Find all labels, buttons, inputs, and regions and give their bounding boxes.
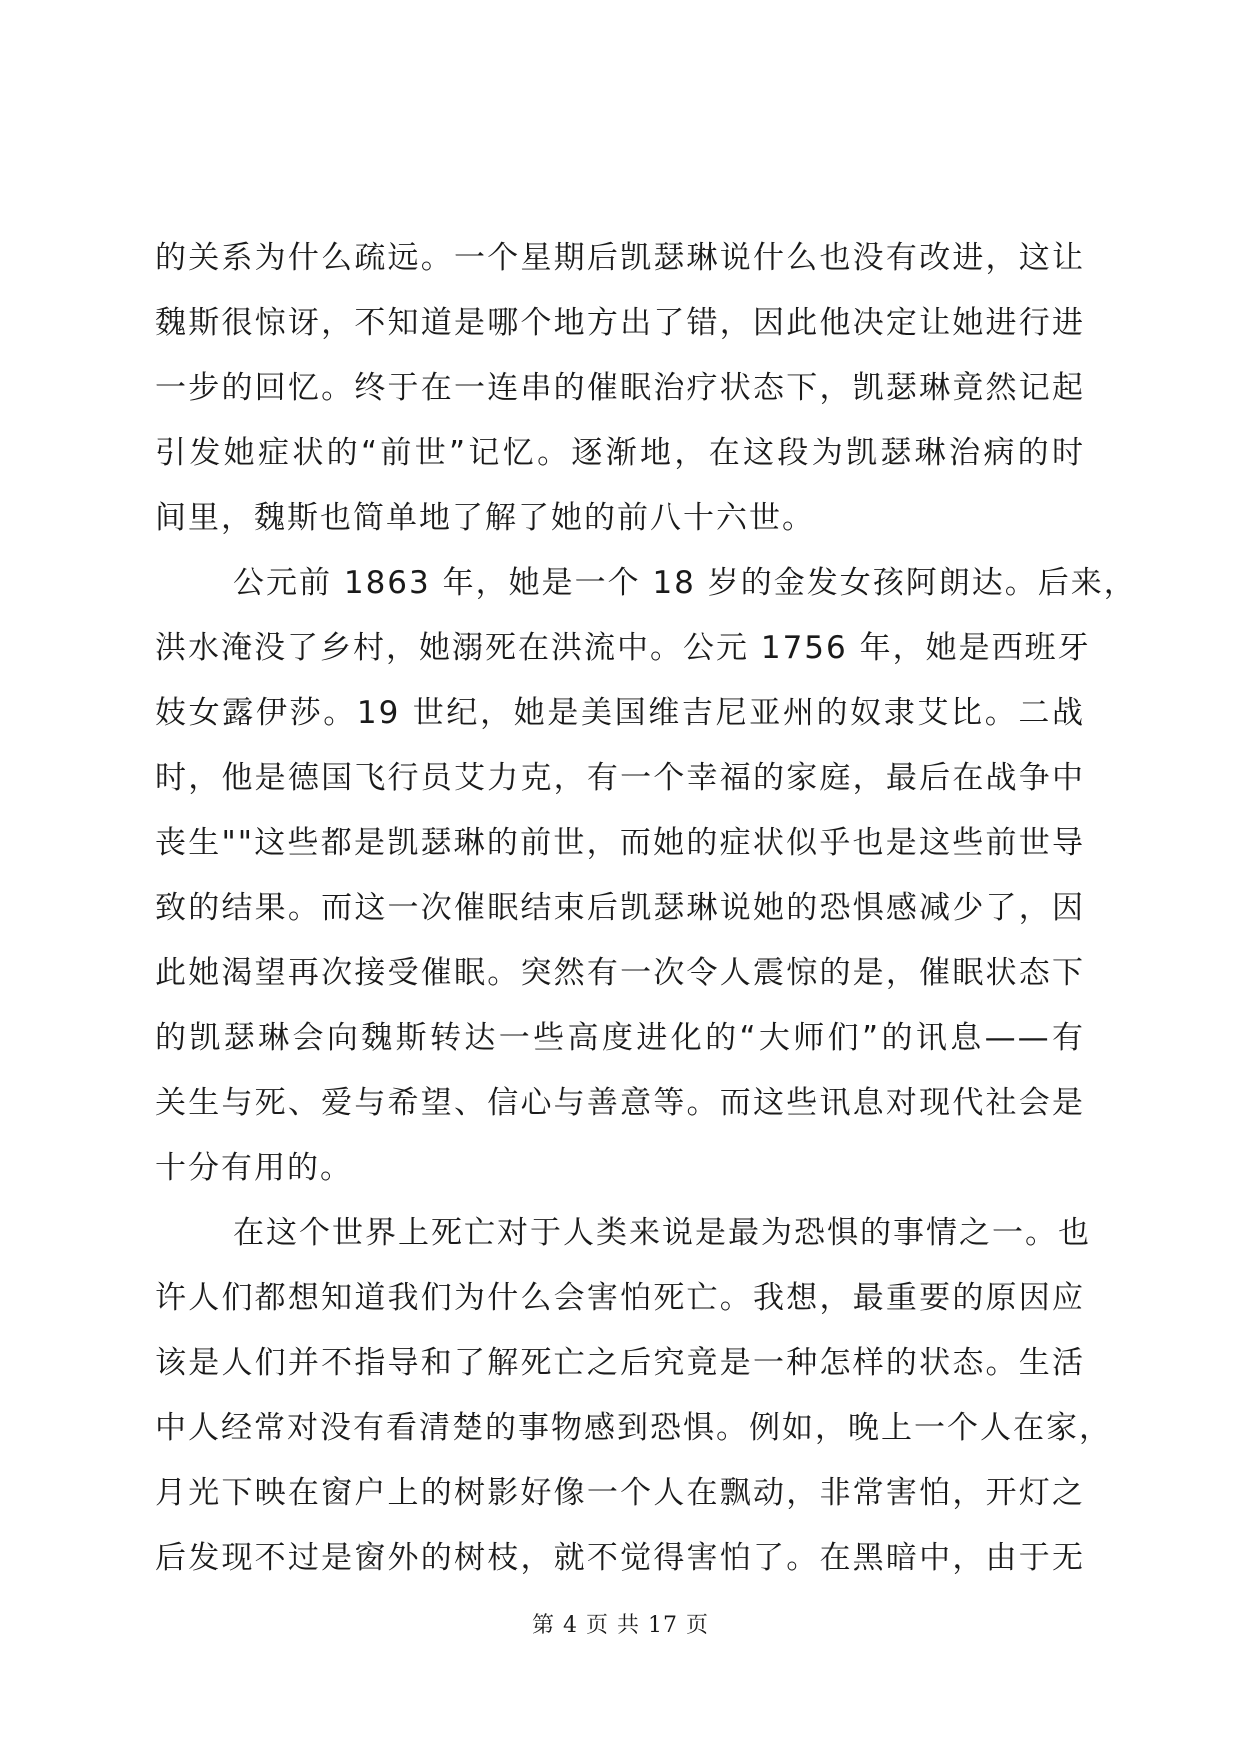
text-line: 的凯瑟琳会向魏斯转达一些高度进化的“大师们”的讯息——有 xyxy=(155,1020,1085,1056)
text-line: 魏斯很惊讶，不知道是哪个地方出了错，因此他决定让她进行进 xyxy=(155,305,1085,341)
text-line: 许人们都想知道我们为什么会害怕死亡。我想，最重要的原因应 xyxy=(155,1280,1085,1316)
text-line: 在这个世界上死亡对于人类来说是最为恐惧的事情之一。也 xyxy=(233,1215,1091,1251)
text-line: 十分有用的。 xyxy=(155,1150,353,1186)
paragraph-3 xyxy=(155,1201,1112,1591)
text-line: 中人经常对没有看清楚的事物感到恐惧。例如，晚上一个人在家， xyxy=(155,1410,1112,1446)
text-line: 引发她症状的“前世”记忆。逐渐地，在这段为凯瑟琳治病的时 xyxy=(155,435,1085,471)
text-line: 公元前 1863 年，她是一个 18 岁的金发女孩阿朗达。后来， xyxy=(233,565,1137,601)
text-line: 月光下映在窗户上的树影好像一个人在飘动，非常害怕，开灯之 xyxy=(155,1475,1085,1511)
text-line: 间里，魏斯也简单地了解了她的前八十六世。 xyxy=(155,500,815,536)
text-line: 此她渴望再次接受催眠。突然有一次令人震惊的是，催眠状态下 xyxy=(155,955,1085,991)
body-text xyxy=(155,226,1137,1591)
text-line: 后发现不过是窗外的树枝，就不觉得害怕了。在黑暗中，由于无 xyxy=(155,1540,1085,1576)
text-line: 洪水淹没了乡村，她溺死在洪流中。公元 1756 年，她是西班牙 xyxy=(155,630,1091,666)
text-line: 该是人们并不指导和了解死亡之后究竟是一种怎样的状态。生活 xyxy=(155,1345,1085,1381)
text-line: 关生与死、爱与希望、信心与善意等。而这些讯息对现代社会是 xyxy=(155,1085,1085,1121)
text-line: 一步的回忆。终于在一连串的催眠治疗状态下，凯瑟琳竟然记起 xyxy=(155,370,1085,406)
text-line: 致的结果。而这一次催眠结束后凯瑟琳说她的恐惧感减少了，因 xyxy=(155,890,1085,926)
paragraph-2 xyxy=(155,551,1137,1201)
text-line: 的关系为什么疏远。一个星期后凯瑟琳说什么也没有改进，这让 xyxy=(155,240,1085,276)
text-line: 妓女露伊莎。19 世纪，她是美国维吉尼亚州的奴隶艾比。二战 xyxy=(155,695,1085,731)
text-line: 丧生""这些都是凯瑟琳的前世，而她的症状似乎也是这些前世导 xyxy=(155,825,1085,861)
paragraph-1 xyxy=(155,226,1085,551)
page-number-footer: 第 4 页 共 17 页 xyxy=(532,1613,709,1638)
text-line: 时，他是德国飞行员艾力克，有一个幸福的家庭，最后在战争中 xyxy=(155,760,1085,796)
